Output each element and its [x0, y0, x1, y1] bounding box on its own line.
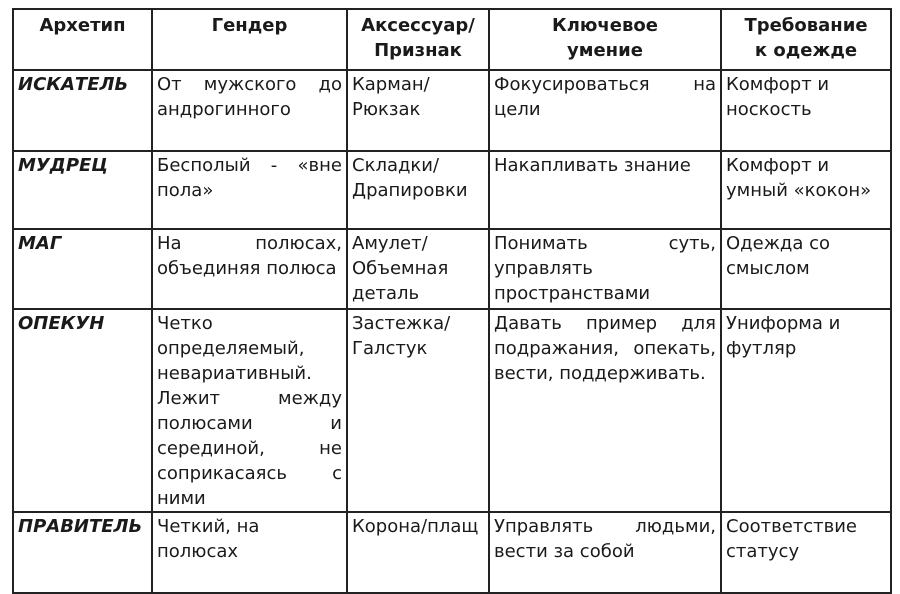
- clothing-cell: Униформа и футляр: [721, 309, 891, 512]
- gender-cell: На полюсах, объединяя полюса: [152, 229, 347, 309]
- gender-cell: Бесполый - «вне пола»: [152, 151, 347, 229]
- table-row: [13, 512, 891, 593]
- skill-cell: Понимать суть, управлять пространствами: [489, 229, 721, 309]
- archetype-cell: ПРАВИТЕЛЬ: [13, 512, 152, 593]
- archetype-cell: МУДРЕЦ: [13, 151, 152, 229]
- accessory-cell: Складки/ Драпировки: [347, 151, 489, 229]
- skill-cell: Давать пример для подражания, опекать, вести, поддерживать.: [489, 309, 721, 512]
- clothing-cell: Комфорт и умный «кокон»: [721, 151, 891, 229]
- header-accessory: Аксессуар/ Признак: [347, 9, 489, 70]
- clothing-cell: Комфорт и носкость: [721, 70, 891, 151]
- table-row: [13, 229, 891, 309]
- archetype-cell: МАГ: [13, 229, 152, 309]
- archetypes-table: [12, 8, 892, 594]
- accessory-cell: Карман/ Рюкзак: [347, 70, 489, 151]
- header-gender: Гендер: [152, 9, 347, 70]
- gender-cell: От мужского до андрогинного: [152, 70, 347, 151]
- skill-cell: Фокусироваться на цели: [489, 70, 721, 151]
- gender-cell: Четкий, на полюсах: [152, 512, 347, 593]
- clothing-cell: Соответствие статусу: [721, 512, 891, 593]
- header-key-skill: Ключевое умение: [489, 9, 721, 70]
- archetype-cell: ОПЕКУН: [13, 309, 152, 512]
- header-archetype: Архетип: [13, 9, 152, 70]
- clothing-cell: Одежда со смыслом: [721, 229, 891, 309]
- skill-cell: Накапливать знание: [489, 151, 721, 229]
- table-row: [13, 70, 891, 151]
- table-row: [13, 309, 891, 512]
- table-row: [13, 151, 891, 229]
- archetype-cell: ИСКАТЕЛЬ: [13, 70, 152, 151]
- header-row: [13, 9, 891, 70]
- accessory-cell: Корона/плащ: [347, 512, 489, 593]
- skill-cell: Управлять людьми, вести за собой: [489, 512, 721, 593]
- accessory-cell: Амулет/ Объемная деталь: [347, 229, 489, 309]
- header-clothing-requirement: Требование к одежде: [721, 9, 891, 70]
- accessory-cell: Застежка/ Галстук: [347, 309, 489, 512]
- gender-cell: Четко определяемый, невариативный. Лежит между полюсами и серединой, не соприкасаясь с ними: [152, 309, 347, 512]
